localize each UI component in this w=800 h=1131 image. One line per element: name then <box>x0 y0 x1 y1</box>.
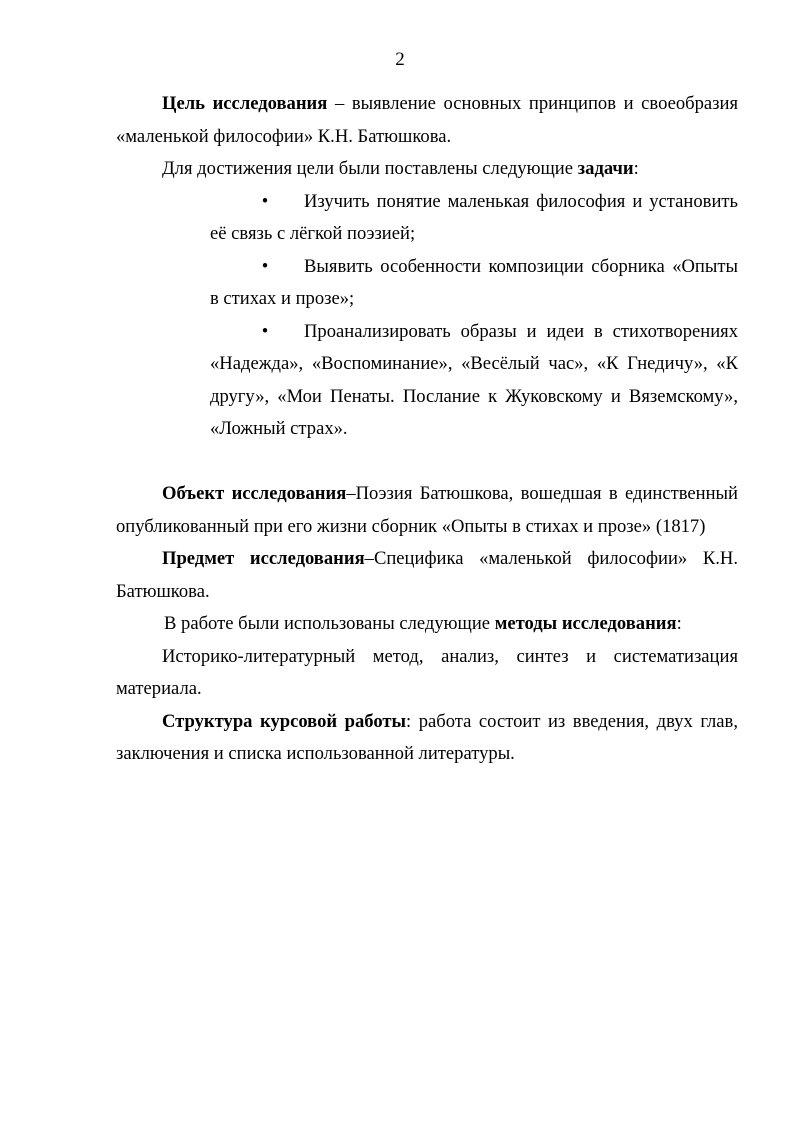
subject-label: Предмет исследования <box>162 548 365 569</box>
structure-text: : работа состоит из введения, двух глав, заключения и списка использованной литературы. <box>116 710 738 764</box>
task-rest: её связь с лёгкой поэзией; <box>210 223 416 244</box>
bullet-icon: • <box>261 320 269 342</box>
task-item <box>210 316 738 446</box>
tasks-intro-bold: задачи <box>577 158 634 179</box>
object-text: –Поэзия Батюшкова, вошедшая в единственный опубликованный при его жизни сборник «Опыты в стихах и прозе» (1817) <box>116 483 739 537</box>
structure-paragraph <box>116 706 738 771</box>
methods-paragraph <box>116 641 738 706</box>
task-rest: в стихах и прозе»; <box>210 288 355 309</box>
page-number: 2 <box>395 49 405 70</box>
tasks-intro-text: Для достижения цели были поставлены следующие <box>162 158 578 179</box>
task-line-1: Изучить понятие маленькая философия и установить <box>304 190 738 212</box>
subject-paragraph <box>116 543 738 608</box>
tasks-intro-paragraph <box>116 153 738 186</box>
methods-intro-tail: : <box>676 613 682 634</box>
goal-paragraph <box>116 88 738 153</box>
methods-intro-paragraph <box>116 608 738 641</box>
subject-text: –Специфика «маленькой философии» К.Н. Батюшкова. <box>116 548 738 602</box>
task-rest: «Надежда», «Воспоминание», «Весёлый час», «К Гнедичу», «К другу», «Мои Пенаты. Послание к Жуковскому и Вяземскому», «Ложный страх». <box>210 353 738 439</box>
tasks-intro-tail: : <box>633 158 639 179</box>
methods-intro-text: В работе были использованы следующие <box>164 613 495 634</box>
methods-intro-bold: методы исследования <box>494 613 677 634</box>
structure-label: Структура курсовой работы <box>162 710 407 732</box>
task-line-1: Проанализировать образы и идеи в стихотворениях <box>304 320 738 342</box>
task-line-1: Выявить особенности композиции сборника «Опыты <box>304 255 738 277</box>
object-label: Объект исследования <box>162 483 347 504</box>
page-content <box>116 88 738 771</box>
task-item <box>210 251 738 316</box>
goal-text: – выявление основных принципов и своеобразия «маленькой философии» К.Н. Батюшкова. <box>116 93 739 147</box>
bullet-icon: • <box>261 255 269 277</box>
blank-line <box>116 446 738 479</box>
tasks-list <box>210 186 738 446</box>
methods-text: Историко-литературный метод, анализ, синтез и систематизация материала. <box>116 645 738 699</box>
task-item <box>210 186 738 251</box>
object-paragraph <box>116 478 738 543</box>
bullet-icon: • <box>261 190 269 212</box>
goal-label: Цель исследования <box>162 93 328 114</box>
